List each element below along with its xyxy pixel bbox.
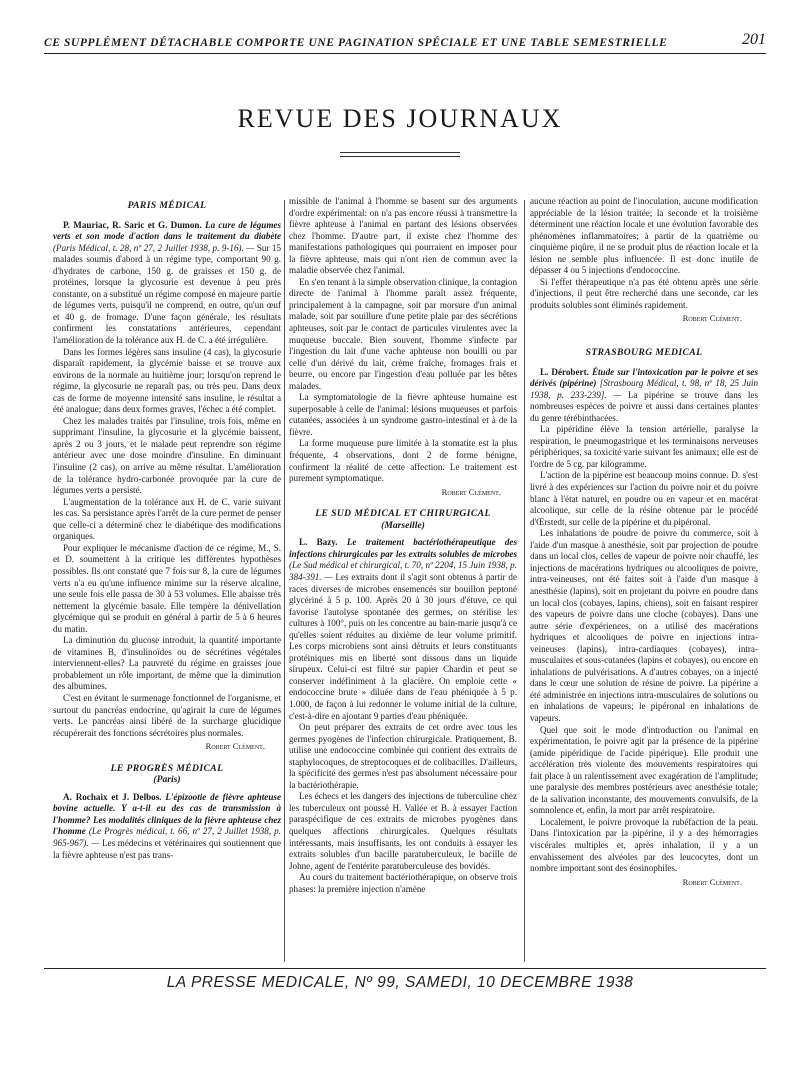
article-text: Sur 15 malades soumis d'abord à un régime type, comportant 90 g. d'hydrates de carbone, 150 g. de graisses et 150 g. de protéines, lorsque la glycosurie est devenue à peu près constante, on a substitué un régime composé en majeure partie de légumes verts, puisqu'il ne comprend, en outre, qu'un œuf et 40 g. de fromage. D'une façon générale, les résultats confirment les constatations antérieures, cependant l'amélioration de la tolérance aux H. de C. a été irrégulière. [53,242,281,346]
article-authors: L. Dérobert. [540,366,589,377]
page-number: 201 [742,31,766,48]
article-text: La pipérine se trouve dans les nombreuses espèces de poivre et aussi dans certaines plantes du genre térébinthacées. [530,389,758,423]
article-reference: [Strasbourg Médical, t. 98, nº 18, 25 Juin 1938, p. 233-239]. — [530,378,758,400]
masthead-rule [340,152,460,157]
article-paragraph: On peut préparer des extraits de cet ordre avec tous les germes pyogènes de l'infection chirurgicale. Pratiquement, B. utilise une endococcine combinée qui contient des extraits de staphylocoques, de streptocoques et de colibacilles. D'ailleurs, la spécificité des germes n'est pas absolument nécessaire pour la bactériothérapie. [289,722,517,790]
footer-line: LA PRESSE MEDICALE, Nº 99, SAMEDI, 10 DECEMBRE 1938 [166,974,634,991]
column-3 [530,196,758,966]
article-authors: P. Mauriac, R. Saric et G. Dumon. [63,219,202,230]
article-title: La cure de légumes verts et son mode d'action dans le traitement du diabète [53,219,281,242]
footer-rule [44,968,766,969]
section-heading: PARIS MÉDICAL [127,200,207,211]
article-paragraph: La pipéridine élève la tension artérielle, paralyse la respiration, le pneumogastrique et les terminaisons nerveuses périphériques, sa toxicité varie suivant les animaux; elle est de l'ordre de 5 cg. par kilogramme. [530,424,758,469]
article-paragraph [53,792,281,861]
article-title: Le traitement bactériothérapeutique des infections chirurgicales par les extraits solubles de microbes [289,537,517,559]
article-paragraph: C'est en évitant le surmenage fonctionnel de l'organisme, et surtout du pancréas endocrine, qu'agirait la cure de légumes verts. Le pancréas ainsi libéré de la surcharge glucidique récupérerait des fonctions sécrétoires plus normales. [53,692,281,738]
section-heading: LE SUD MÉDICAL ET CHIRURGICAL [315,508,491,520]
article-paragraph: La diminution du glucose introduit, la quantité importante de vitamines B, d'insulinoïdes ou de sécrétines végétales interviennent-elles? La pauvreté du régime en graisses joue probablement un rôle important, de même que la diminution des albumines. [53,635,281,692]
article-paragraph: Les échecs et les dangers des injections de tuberculine chez les tuberculeux ont poussé H. Vallée et B. à essayer l'action paraspécifique de ces extraits de microbes pyogènes dans quelques affections chirurgicales. Quelques résultats intéressants, mais insuffisants, les ont conduits à essayer les extraits solubles d'un bacille paratuberculeux, le bacille de Johne, agent de l'entérite paratuberculeuse des bovidés. [289,791,517,871]
masthead-title: REVUE DES JOURNAUX [237,104,563,133]
article-signature: Robert Clément. [205,741,265,752]
article-reference: (Le Sud médical et chirurgical, t. 70, nº 2204, 15 Juin 1938, p. 384-391. — [289,560,517,582]
article-paragraph: aucune réaction au point de l'inoculation, aucune modification appréciable de la lésion traitée; la seconde et la troisième déterminent une réaction locale et une évolution favorable des phénomènes inflammatoires; à partir de la quatrième ou cinquième piqûre, il ne se produit plus de réaction locale et la lésion ne semble plus influencée. Il est donc inutile de dépasser 4 ou 5 injections d'endococcine. [530,196,758,276]
article-paragraph: La symptomatologie de la fièvre aphteuse humaine est superposable à celle de l'animal: lésions muqueuses et parfois cutanées, associées à un syndrome gastro-intestinal et à de la fièvre. [289,392,517,437]
section-subheading: (Marseille) [381,519,425,531]
article-authors: A. Rochaix et J. Delbos. [63,791,162,802]
article-paragraph: missible de l'animal à l'homme se basent sur des arguments d'ordre expérimental: on n'a pas encore réussi à transmettre la fièvre aphteuse à l'animal en partant des lésions observées chez l'homme. D'autre part, il existe chez l'homme des manifestations pathologiques qui pourraient en imposer pour la fièvre aphteuse, mais qui n'ont rien de commun avec la maladie observée chez l'animal. [289,196,517,276]
article-authors: L. Bazy. [299,537,338,548]
column-divider [284,200,285,962]
running-header [44,32,766,54]
article-paragraph: La forme muqueuse pure limitée à la stomatite est la plus fréquente, 4 observations, dont 2 de forme bénigne, confirment la réalité de cette affection. Le traitement est purement symptomatique. [289,438,517,484]
article-paragraph [53,220,281,347]
article-paragraph: Au cours du traitement bactériothérapique, on observe trois phases: la première injection n'amène [289,872,517,894]
article-paragraph: Quel que soit le mode d'introduction ou l'animal en expérimentation, le poivre agit par la présence de la pipérine (amide pipéridique de l'acide pipérique). Elle produit une accélération très violente des mouvements respiratoires qui fait place à un ralentissement avec exagération de l'amplitude; une paralysie des membres postérieurs avec anesthésie totale; de la salivation inconstante, des mouvements convulsifs, de la somnolence et, enfin, la mort par arrêt respiratoire. [530,724,758,816]
article-paragraph: Localement, le poivre provoque la rubéfaction de la peau. Dans l'intoxication par la pipérine, il y a des hémorragies viscérales multiples et, après inhalation, il y a un envahissement des alvéoles par des leucocytes, dont un nombre important sont des éosinophiles. [530,816,758,874]
article-paragraph: Dans les formes légères sans insuline (4 cas), la glycosurie disparaît rapidement, la glycémie baisse et se trouve aux environs de la normale au huitième jour; lorsqu'on reprend le régime, la glycosurie ne reparaît pas, ou très peu. Dans deux cas de forme de moyenne intensité sans insuline, le résultat a été analogue; dans deux formes graves, l'échec a été complet. [53,346,281,415]
running-header-text: CE SUPPLÉMENT DÉTACHABLE COMPORTE UNE PAGINATION SPÉCIALE ET UNE TABLE SEMESTRIELLE [44,37,668,49]
article-paragraph [289,537,517,722]
article-text: Les médecins et vétérinaires qui soutiennent que la fièvre aphteuse n'est pas trans- [53,837,281,860]
article-paragraph: En s'en tenant à la simple observation clinique, la contagion directe de l'animal à l'homme paraît assez fréquente, principalement à la campagne, soit par morsure d'un animal malade, soit par souillure d'une petite plaie par des sécrétions aphteuses, soit par le contact de particules virulentes avec la muqueuse buccale. Bien souvent, l'homme s'infecte par l'ingestion du lait d'une vache aphteuse non bouilli ou par celle d'un dérivé du lait, crème fraîche, fromages frais et beurre, ou encore par l'ingestion d'eau polluée par les bêtes malades. [289,276,517,391]
article-signature: Robert Clément. [441,486,501,497]
article-reference: (Paris Médical, t. 28, nº 27, 2 Juillet 1938, p. 9-16). — [53,242,255,253]
article-paragraph: L'action de la pipérine est beaucoup moins connue. D. s'est livré à des expériences sur l'action du poivre noir et du poivre blanc à l'état naturel, en poudre ou en vapeur et en macérat alcoolique, sur celle de la résine obtenue par le procédé d'Œrstedt, sur celle de la pipérine et du pipéronal. [530,470,758,527]
column-2 [289,196,517,966]
column-1 [53,196,281,966]
article-paragraph: Pour expliquer le mécanisme d'action de ce régime, M., S. et D. soumettent à la critique les différentes hypothèses possibles. Ils ont constaté que 7 fois sur 8, la cure de légumes verts n'a eu qu'une influence minime sur la réserve alcaline, une seule fois elle passa de 30 à 53 volumes. Elle abaisse très nettement la glycémie basale. Elle tempère la dénivellation glycémique qui se produit en général à partir de 5 à 6 heures du matin. [53,542,281,634]
section-heading: LE PROGRÈS MÉDICAL [110,762,224,774]
article-title: L'épizootie de fièvre aphteuse bovine actuelle. Y a-t-il eu des cas de transmission à l'homme? Les modalités cliniques de la fièvre aphteuse chez l'homme [53,791,281,837]
article-paragraph: Si l'effet thérapeutique n'a pas été obtenu après une série d'injections, il peut être recherché dans une seconde, car les produits solubles sont éliminés rapidement. [530,276,758,310]
article-paragraph: Les inhalations de poudre de poivre du commerce, soit à l'aide d'un masque à anesthésie, soit par projection de poudre dans un local clos, celles de vapeur de poivre noir chauffé, les injections de macérations hydriques ou alcooliques de poivre, intra-veineuses, ont été faites soit à l'aide d'un masque à anesthésie (lapins), soit en projetant du poivre en poudre dans un local clos (cobayes, lapins, chiens), soit en faisant respirer des vapeurs de poivre dans une cloche (cobayes). Dans une autre série d'expériences, on a utilisé des macérations hydriques et alcooliques de poivre en injections intra-veineuses (lapins), intra-cardiaques (cobayes), intra-musculaires et sous-cutanées (lapins et cobayes), ou encore en inhalations de pulvérisations. A d'autres cobayes, on a injecté dans le cœur une solution de résine de poivre. La pipérine a été administrée en injections intra-musculaires de solutions ou en inhalations de vapeurs; le pipéronal en inhalations de vapeurs. [530,528,758,723]
article-paragraph: L'augmentation de la tolérance aux H. de C. varie suivant les cas. Sa persistance après l'arrêt de la cure permet de penser que celle-ci a déterminé chez le diabétique des modifications organiques. [53,496,281,542]
article-paragraph [530,367,758,425]
article-paragraph: Chez les malades traités par l'insuline, trois fois, même en supprimant l'insuline, la glycosurie et la glycémie baissent, après 2 ou 3 jours, et le malade peut reprendre son régime antérieur avec une dose moindre d'insuline. En diminuant l'insuline (2 cas), on arrive au même résultat. L'amélioration de la tolérance hydro-carbonée provoquée par la cure de légumes verts a persisté. [53,415,281,496]
article-signature: Robert Clément. [682,313,742,324]
article-title: Étude sur l'intoxication par le poivre et ses dérivés (pipérine) [530,366,758,389]
column-divider [524,200,525,962]
article-reference: (Le Progrès médical, t. 66, nº 27, 2 Juillet 1938, p. 965-967). — [53,826,281,848]
section-heading: STRASBOURG MEDICAL [585,347,703,359]
article-signature: Robert Clément. [682,876,742,887]
section-subheading: (Paris) [153,774,181,786]
article-text: Les extraits dont il s'agit sont obtenus à partir de races diverses de microbes ensemencés sur bouillon peptoné glycériné à 5 p. 100. Après 20 à 30 jours d'étuve, ce qui favorise l'autolyse spontanée des germes, on stérilise les cultures à 100°, puis on les concentre au bain-marie jusqu'à ce qu'elles soient réduites au dixième de leur volume primitif. Les corps microbiens sont ainsi détruits et leurs constituants protéiniques mis en liberté sont dissous dans un liquide sirupeux. Celui-ci est filtré sur papier Chardin et peut se conserver indéfiniment à la glacière. On emploie cette « endococcine brute » diluée dans de l'eau phéniquée à 5 p. 1.000, de façon à lui redonner le volume initial de la culture, c'est-à-dire en ajoutant 9 parties d'eau phéniquée. [289,571,517,721]
